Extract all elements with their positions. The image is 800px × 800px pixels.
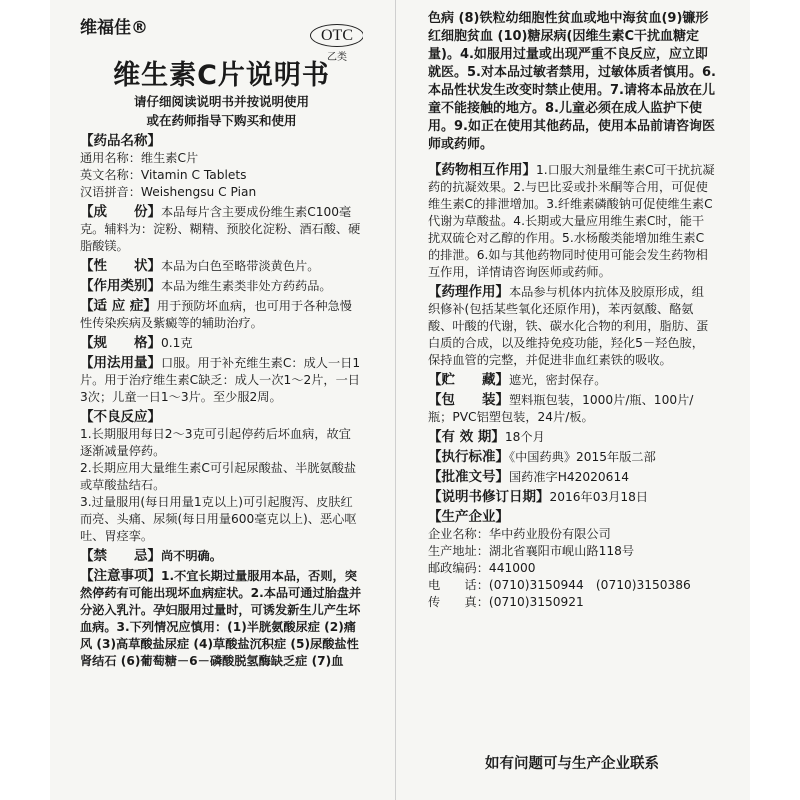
section-revision-date [428, 489, 716, 506]
section-text: 0.1克 [161, 336, 193, 350]
contact-note: 如有问题可与生产企业联系 [485, 756, 659, 772]
generic-name: 通用名称：维生素C片 [80, 151, 199, 165]
section-heading: 【成 份】 [80, 204, 161, 220]
section-indications [80, 298, 363, 332]
page-title: 维生素C片说明书 [113, 60, 330, 91]
reading-instruction: 请仔细阅读说明书并按说明使用 或在药师指导下购买和使用 [133, 94, 309, 128]
section-text: 用于预防坏血病，也可用于各种急慢性传染疾病及紫癜等的辅助治疗。 [80, 299, 352, 330]
section-heading: 【贮 藏】 [428, 372, 509, 388]
section-heading: 【药品名称】 [80, 133, 161, 149]
section-contraindications [80, 548, 363, 565]
section-heading: 【作用类别】 [80, 278, 161, 294]
section-heading: 【执行标准】 [428, 449, 509, 465]
section-text: 尚不明确。 [161, 549, 222, 563]
list-item: 3.过量服用(每日用量1克以上)可引起腹泻、皮肤红而亮、头痛、尿频(每日用量600毫克以上)、恶心呕吐、胃痉挛。 [80, 495, 357, 543]
company-name: 企业名称：华中药业股份有限公司 [428, 527, 611, 541]
otc-label: OTC [310, 24, 363, 47]
section-heading: 【说明书修订日期】 [428, 489, 550, 505]
section-text: 本品为维生素类非处方药药品。 [161, 279, 332, 293]
section-packaging [428, 392, 716, 426]
section-heading: 【生产企业】 [428, 509, 509, 525]
section-text: 本品每片含主要成份维生素C100毫克。辅料为：淀粉、糊精、预胶化淀粉、酒石酸、硬脂酸镁。 [80, 205, 361, 253]
section-heading: 【药物相互作用】 [428, 162, 536, 178]
section-heading: 【规 格】 [80, 335, 161, 351]
pinyin-name: 汉语拼音：Weishengsu C Pian [80, 185, 257, 199]
brand-name: 维福佳® [80, 18, 148, 38]
section-text: 2016年03月18日 [549, 490, 649, 504]
section-standard [428, 449, 716, 466]
precautions-continued: 色病 (8)铁粒幼细胞性贫血或地中海贫血(9)镰形红细胞贫血 (10)糖尿病(因维生素C干扰血糖定量)。4.如服用过量或出现严重不良反应，应立即就医。5.对本品过敏者禁用，过敏体质者慎用。6.本品性状发生改变时禁止使用。7.请将本品放在儿童不能接触的地方。8.儿童必须在成人监护下使用。9.如正在使用其他药品，使用本品前请咨询医师或药师。 [428, 11, 716, 152]
section-heading: 【药理作用】 [428, 284, 509, 300]
list-item: 2.长期应用大量维生素C可引起尿酸盐、半胱氨酸盐或草酸盐结石。 [80, 461, 357, 492]
section-heading: 【适 应 症】 [80, 298, 157, 314]
company-postcode: 邮政编码：441000 [428, 561, 536, 575]
section-text: 塑料瓶包装，1000片/瓶、100片/瓶；PVC铝塑包装，24片/板。 [428, 393, 694, 424]
section-text: 国药准字H42020614 [509, 470, 629, 484]
section-heading: 【有 效 期】 [428, 429, 505, 445]
section-specification [80, 335, 363, 352]
company-fax: 传 真：(0710)3150921 [428, 595, 584, 609]
section-heading: 【不良反应】 [80, 409, 161, 425]
section-appearance [80, 258, 363, 275]
section-text: 遮光，密封保存。 [509, 373, 607, 387]
section-adverse-reactions [80, 409, 363, 545]
section-interactions [428, 162, 716, 281]
left-column [80, 10, 363, 792]
section-validity [428, 429, 716, 446]
company-phone: 电 话：(0710)3150944 (0710)3150386 [428, 578, 691, 592]
english-name: 英文名称：Vitamin C Tablets [80, 168, 247, 182]
section-approval [428, 469, 716, 486]
section-text: 18个月 [504, 430, 545, 444]
section-manufacturer [428, 509, 716, 611]
section-dosage [80, 355, 363, 406]
section-heading: 【用法用量】 [80, 355, 161, 371]
otc-class: 乙类 [327, 52, 347, 63]
section-text: 1.口服大剂量维生素C可干扰抗凝药的抗凝效果。2.与巴比妥或扑米酮等合用，可促使维生素C的排泄增加。3.纤维素磷酸钠可促使维生素C代谢为草酸盐。4.长期或大量应用维生素C时，能干扰双硫仑对乙醇的作用。5.水杨酸类能增加维生素C的排泄。6.如与其他药物同时使用可能会发生药物相互作用，详情请咨询医师或药师。 [428, 163, 715, 279]
section-heading: 【包 装】 [428, 392, 509, 408]
company-address: 生产地址：湖北省襄阳市岘山路118号 [428, 544, 635, 558]
section-heading: 【批准文号】 [428, 469, 509, 485]
section-text: 本品为白色至略带淡黄色片。 [161, 259, 320, 273]
column-divider [395, 0, 396, 800]
section-drug-name [80, 133, 363, 201]
section-text: 口服。用于补充维生素C：成人一日1片。用于治疗维生素C缺乏：成人一次1～2片，一日3次；儿童一日1～3片。至少服2周。 [80, 356, 361, 404]
section-category [80, 278, 363, 295]
section-heading: 【性 状】 [80, 258, 161, 274]
section-heading: 【注意事项】 [80, 568, 161, 584]
right-column [428, 10, 716, 792]
section-text: 《中国药典》2015年版二部 [509, 450, 656, 464]
section-storage [428, 372, 716, 389]
section-precautions [80, 568, 363, 670]
section-heading: 【禁 忌】 [80, 548, 161, 564]
list-item: 1.长期服用每日2～3克可引起停药后坏血病，故宜逐渐减量停药。 [80, 427, 351, 458]
otc-badge [310, 24, 363, 66]
section-ingredients [80, 204, 363, 255]
section-pharmacology [428, 284, 716, 369]
section-text: 本品参与机体内抗体及胶原形成，组织修补(包括某些氧化还原作用)，苯丙氨酸、酪氨酸、叶酸的代谢，铁、碳水化合物的利用，脂肪、蛋白质的合成，以及维持免疫功能，羟化5－羟色胺，保持血管的完整，并促进非血红素铁的吸收。 [428, 285, 709, 367]
section-text: 1.不宜长期过量服用本品，否则，突然停药有可能出现坏血病症状。2.本品可通过胎盘并分泌入乳汁。孕妇服用过量时，可诱发新生儿产生坏血病。3.下列情况应慎用：(1)半胱氨酸尿症 (2)痛风 (3)高草酸盐尿症 (4)草酸盐沉积症 (5)尿酸盐性肾结石 (6)葡萄糖－6－磷酸脱氢酶缺乏症 (7)血 [80, 569, 362, 668]
